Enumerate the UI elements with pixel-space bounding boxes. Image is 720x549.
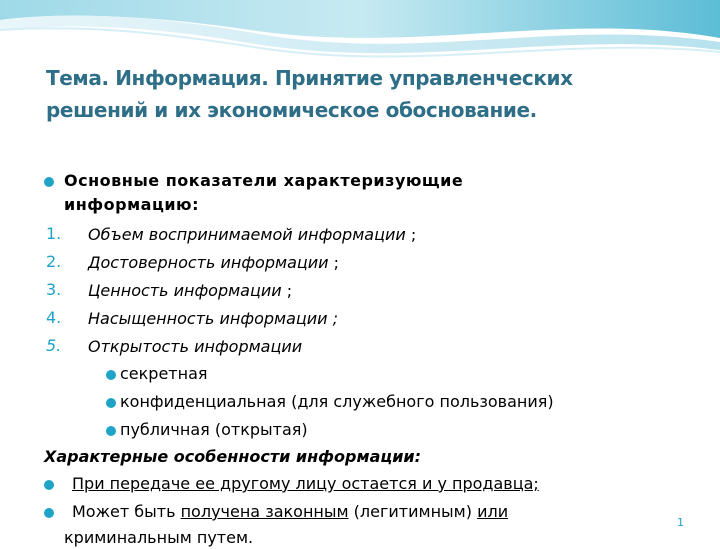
list-number-2: 2.: [46, 252, 62, 271]
bullet-icon: [44, 480, 54, 490]
feature-item-2-cont: криминальным путем.: [64, 528, 254, 547]
slide-title: [46, 62, 686, 126]
bullet-icon: [106, 398, 116, 408]
features-heading: Характерные особенности информации:: [44, 447, 422, 466]
bullet-icon: [106, 426, 116, 436]
sub-item-3: публичная (открытая): [120, 420, 308, 439]
list-item-3: Ценность информации ;: [88, 281, 293, 300]
feature-item-2: Может быть получена законным (легитимным) или: [72, 502, 509, 521]
header-banner: [0, 0, 720, 70]
list-number-5: 5.: [46, 336, 62, 355]
sub-item-1: секретная: [120, 364, 208, 383]
list-number-4: 4.: [46, 308, 62, 327]
title-line-1: Тема. Информация. Принятие управленческих: [46, 66, 573, 90]
list-item-4: Насыщенность информации ;: [88, 309, 339, 328]
list-item-5: Открытость информации: [88, 337, 303, 356]
list-item-2: Достоверность информации ;: [88, 253, 340, 272]
page-number: 1: [677, 516, 684, 529]
list-number-3: 3.: [46, 280, 62, 299]
intro-line-1: Основные показатели характеризующие: [64, 171, 464, 190]
sub-item-2: конфиденциальная (для служебного пользования): [120, 392, 554, 411]
list-number-1: 1.: [46, 224, 62, 243]
title-line-2: решений и их экономическое обоснование.: [46, 98, 537, 122]
bullet-icon: [106, 370, 116, 380]
bullet-icon: [44, 177, 54, 187]
bullet-icon: [44, 508, 54, 518]
list-item-1: Объем воспринимаемой информации ;: [88, 225, 417, 244]
feature-item-1: При передаче ее другому лицу остается и у продавца;: [72, 474, 539, 493]
intro-line-2: информацию:: [64, 195, 199, 214]
